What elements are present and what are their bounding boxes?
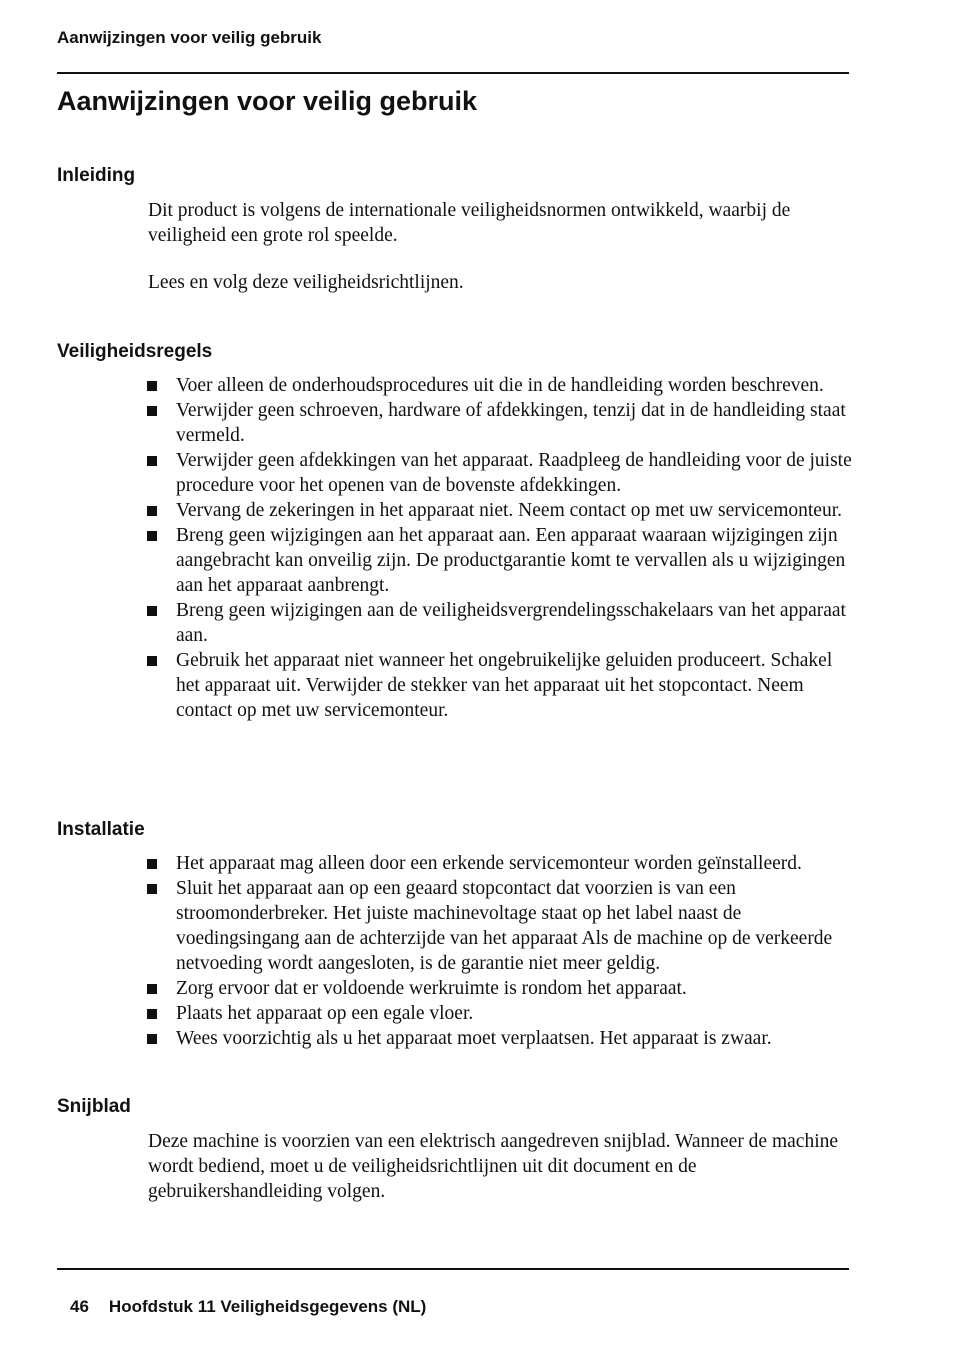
list-item	[146, 598, 856, 648]
section-heading-installatie: Installatie	[57, 819, 145, 840]
bullet-square-icon	[147, 859, 157, 869]
paragraph: Deze machine is voorzien van een elektrisch aangedreven snijblad. Wanneer de machine wordt bediend, moet u de veiligheidsrichtlijnen uit dit document en de gebruikershandleiding volgen.	[148, 1131, 839, 1202]
list-item-text: Het apparaat mag alleen door een erkende servicemonteur worden geïnstalleerd.	[176, 853, 802, 874]
list-item-text: Plaats het apparaat op een egale vloer.	[176, 1003, 474, 1024]
list-item-text: Breng geen wijzigingen aan de veiligheidsvergrendelingsschakelaars van het apparaat aan.	[176, 600, 846, 646]
footer-divider	[57, 1268, 849, 1270]
list-item	[146, 876, 856, 976]
list-item	[146, 448, 856, 498]
list-item-text: Verwijder geen afdekkingen van het apparaat. Raadpleeg de handleiding voor de juiste procedure voor het openen van de bovenste afdekkingen.	[176, 450, 852, 496]
list-item-text: Wees voorzichtig als u het apparaat moet verplaatsen. Het apparaat is zwaar.	[176, 1028, 772, 1049]
page-number: 46	[70, 1297, 89, 1316]
list-item	[146, 498, 856, 523]
bullet-square-icon	[147, 456, 157, 466]
list-item-text: Zorg ervoor dat er voldoende werkruimte is rondom het apparaat.	[176, 978, 687, 999]
bullet-square-icon	[147, 381, 157, 391]
list-item-text: Verwijder geen schroeven, hardware of afdekkingen, tenzij dat in de handleiding staat vermeld.	[176, 400, 846, 446]
bullet-square-icon	[147, 1034, 157, 1044]
bullet-square-icon	[147, 531, 157, 541]
list-item	[146, 851, 856, 876]
bullet-square-icon	[147, 884, 157, 894]
list-item-text: Vervang de zekeringen in het apparaat niet. Neem contact op met uw servicemonteur.	[176, 500, 842, 521]
bullet-square-icon	[147, 406, 157, 416]
safety-rules-list	[146, 373, 856, 723]
section-heading-veiligheidsregels: Veiligheidsregels	[57, 341, 213, 362]
page-title: Aanwijzingen voor veilig gebruik	[57, 86, 478, 116]
list-item-text: Gebruik het apparaat niet wanneer het ongebruikelijke geluiden produceert. Schakel het apparaat uit. Verwijder de stekker van het apparaat uit het stopcontact. Neem contact op met uw servicemonteur.	[176, 650, 833, 721]
bullet-square-icon	[147, 506, 157, 516]
header-divider	[57, 72, 849, 74]
list-item	[146, 523, 856, 598]
section-body-snijblad	[148, 1129, 853, 1204]
section-heading-snijblad: Snijblad	[57, 1096, 131, 1117]
bullet-square-icon	[147, 606, 157, 616]
paragraph: Lees en volg deze veiligheidsrichtlijnen.	[148, 272, 464, 293]
page-footer	[70, 1297, 426, 1317]
section-body-inleiding	[148, 198, 853, 295]
chapter-title: Hoofdstuk 11 Veiligheidsgegevens (NL)	[108, 1297, 427, 1316]
bullet-square-icon	[147, 656, 157, 666]
list-item	[146, 648, 856, 723]
list-item	[146, 1026, 856, 1051]
installation-list	[146, 851, 856, 1051]
section-heading-inleiding: Inleiding	[57, 165, 136, 186]
running-header: Aanwijzingen voor veilig gebruik	[57, 28, 322, 47]
list-item-text: Voer alleen de onderhoudsprocedures uit die in de handleiding worden beschreven.	[176, 375, 824, 396]
list-item	[146, 1001, 856, 1026]
list-item	[146, 976, 856, 1001]
paragraph: Dit product is volgens de internationale veiligheidsnormen ontwikkeld, waarbij de veiligheid een grote rol speelde.	[148, 200, 791, 246]
list-item	[146, 398, 856, 448]
list-item-text: Sluit het apparaat aan op een geaard stopcontact dat voorzien is van een stroomonderbreker. Het juiste machinevoltage staat op het label naast de voedingsingang aan de achterzijde van het apparaat Als de machine op de verkeerde netvoeding wordt aangesloten, is de garantie niet meer geldig.	[176, 878, 833, 974]
list-item-text: Breng geen wijzigingen aan het apparaat aan. Een apparaat waaraan wijzigingen zijn aangebracht kan onveilig zijn. De productgarantie komt te vervallen als u wijzigingen aan het apparaat aanbrengt.	[176, 525, 846, 596]
bullet-square-icon	[147, 1009, 157, 1019]
list-item	[146, 373, 856, 398]
bullet-square-icon	[147, 984, 157, 994]
